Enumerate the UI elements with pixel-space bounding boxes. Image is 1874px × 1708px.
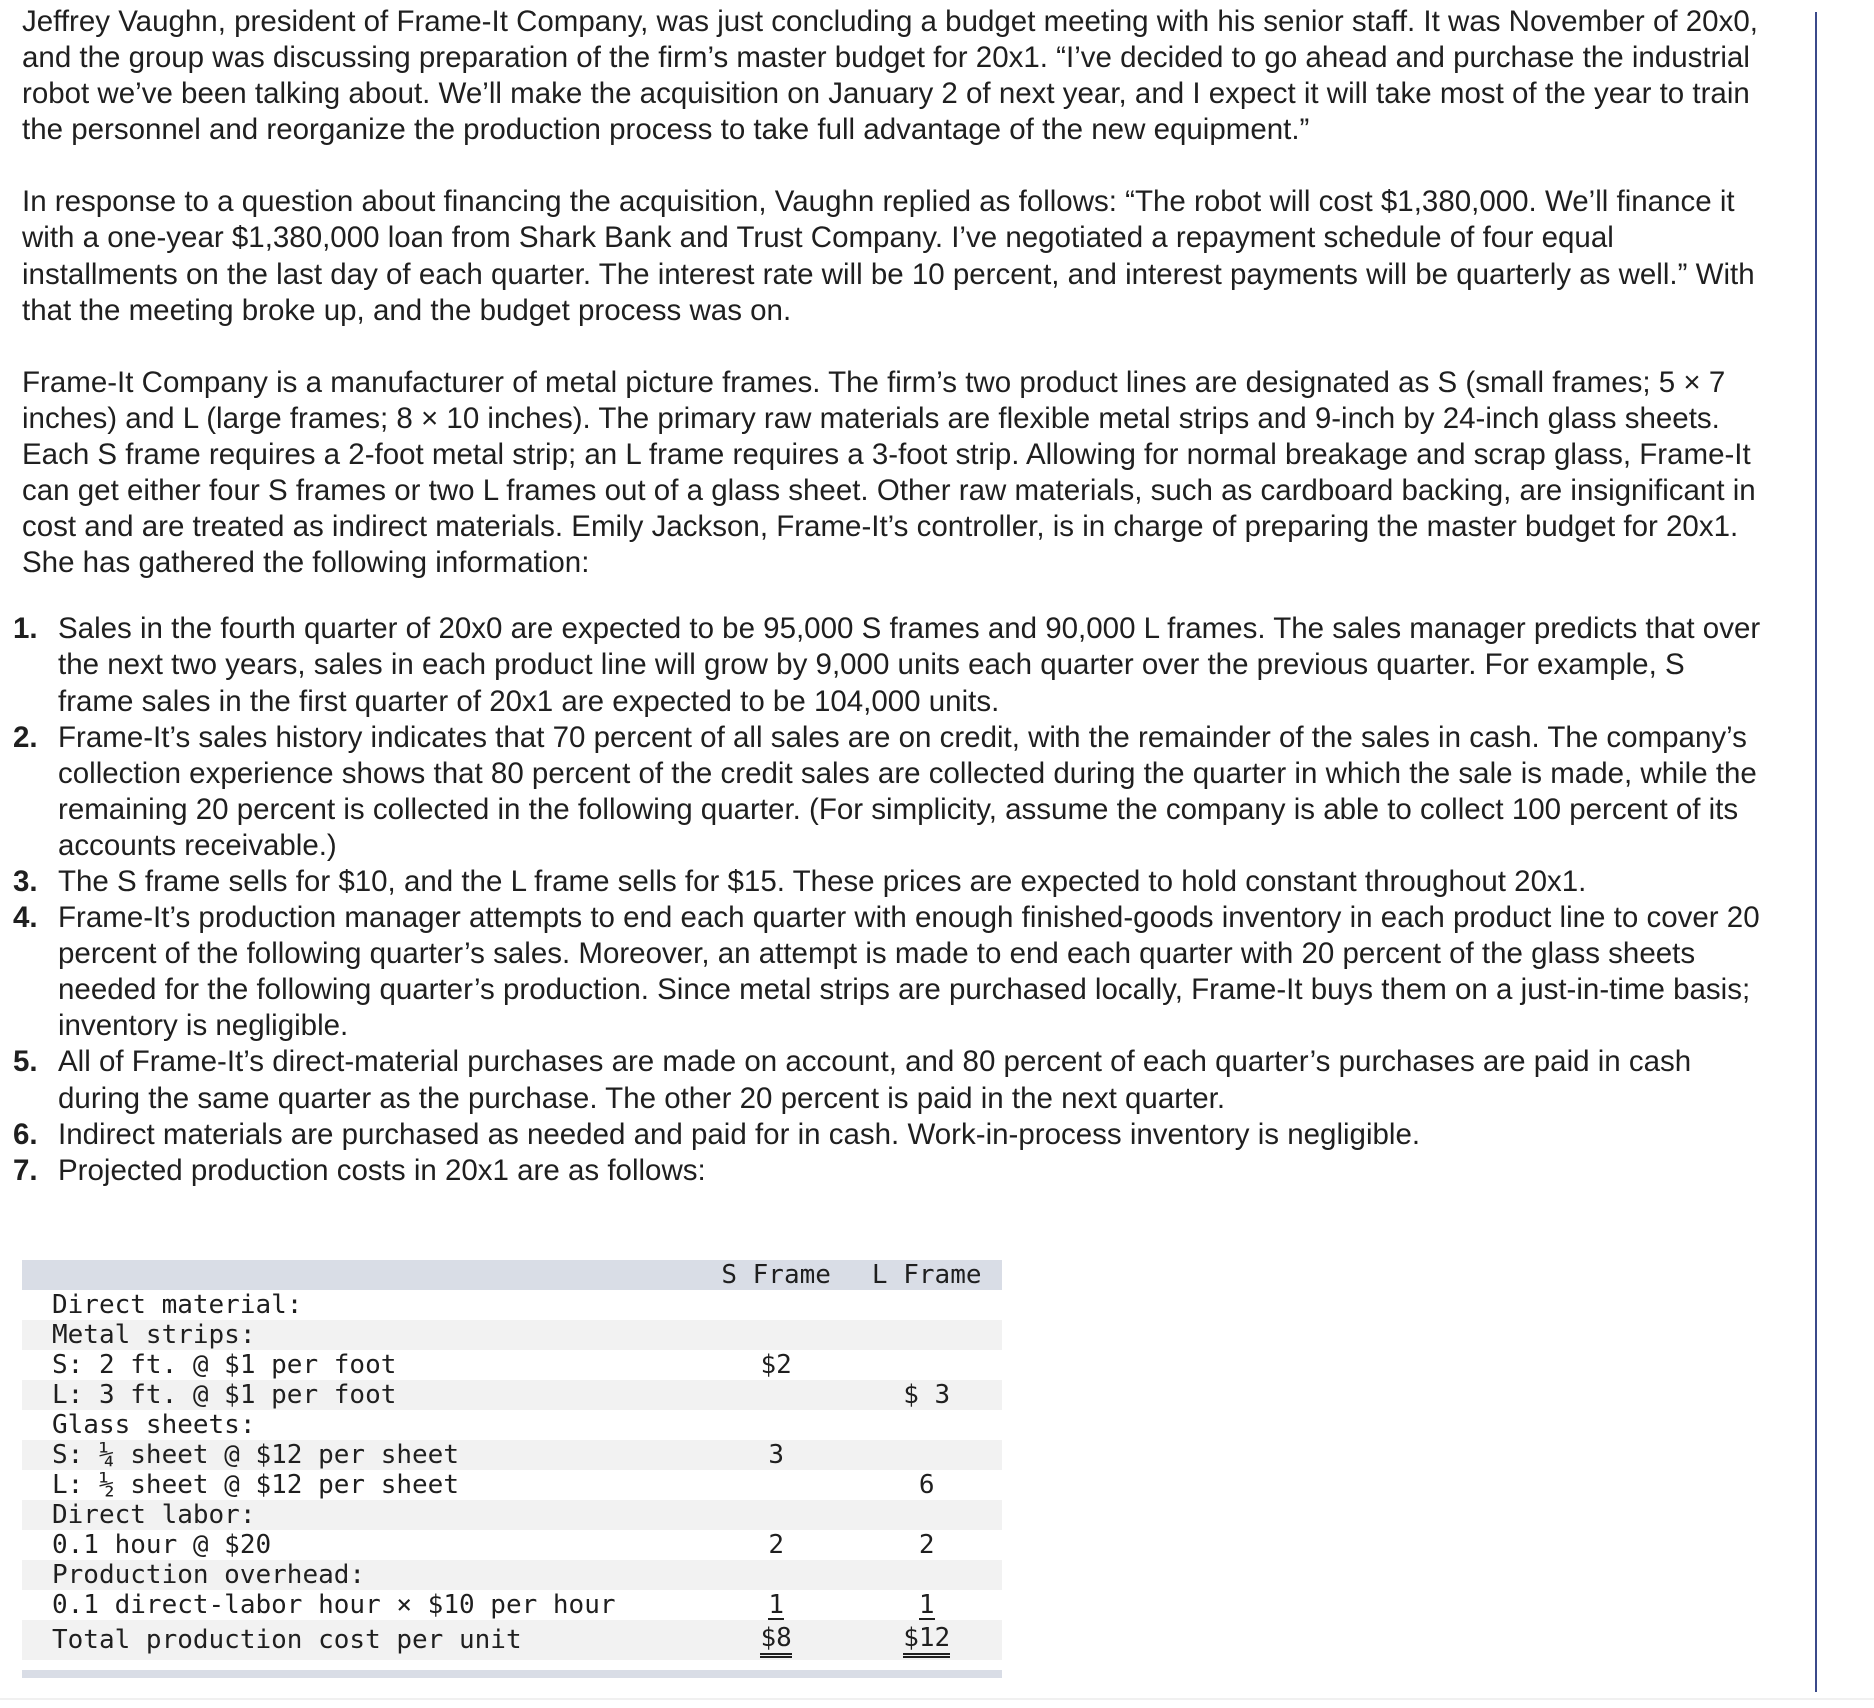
s-value: $2 [760, 1350, 792, 1380]
l-value [851, 1410, 1002, 1440]
list-number: 6. [13, 1117, 38, 1151]
table-row [22, 1380, 1002, 1410]
row-label: Direct labor: [22, 1500, 701, 1530]
l-value [851, 1440, 1002, 1470]
production-cost-table [22, 1260, 1002, 1678]
table-bottom-bar [22, 1670, 1002, 1678]
row-label: S: 2 ft. @ $1 per foot [52, 1350, 397, 1380]
s-value [701, 1470, 852, 1500]
list-item [13, 864, 1762, 900]
list-number: 3. [13, 864, 38, 898]
l-value: 2 [918, 1530, 935, 1560]
list-text: Projected production costs in 20x1 are as follows: [58, 1153, 706, 1187]
list-text: All of Frame-It’s direct-material purchases are made on account, and 80 percent of each quarter’s purchases are paid in cash during the same quarter as the purchase. The other 20 percent is paid in the next quarter. [58, 1045, 1692, 1115]
list-number: 7. [13, 1153, 38, 1187]
document-body [13, 4, 1762, 1189]
list-text: Frame-It’s production manager attempts to end each quarter with enough finished-goods inventory in each product line to cover 20 percent of the following quarter’s sales. Moreover, an attempt is made to end each quarter with 20 percent of the glass sheets needed for the following quarter’s production. Since metal strips are purchased locally, Frame-It buys them on a just-in-time basis; inventory is negligible. [58, 901, 1760, 1043]
paragraph-company: Frame-It Company is a manufacturer of metal picture frames. The firm’s two product lines are designated as S (small frames; 5 × 7 inches) and L (large frames; 8 × 10 inches). The primary raw materials are flexible metal strips and 9-inch by 24-inch glass sheets. Each S frame requires a 2-foot metal strip; an L frame requires a 3-foot strip. Allowing for normal breakage and scrap glass, Frame-It can get either four S frames or two L frames out of a glass sheet. Other raw materials, such as cardboard backing, are insignificant in cost and are treated as indirect materials. Emily Jackson, Frame-It’s controller, is in charge of preparing the master budget for 20x1. She has gathered the following information: [22, 365, 1756, 580]
information-list [13, 611, 1762, 1189]
header-l-frame: L Frame [851, 1260, 1002, 1290]
l-value [851, 1500, 1002, 1530]
row-label: 0.1 direct-labor hour × $10 per hour [52, 1590, 616, 1620]
right-margin-rule [1815, 12, 1817, 1692]
table-row [22, 1350, 1002, 1380]
s-value [701, 1380, 852, 1410]
table-row [22, 1440, 1002, 1470]
list-number: 4. [13, 901, 38, 935]
list-text: Frame-It’s sales history indicates that 70 percent of all sales are on credit, with the remainder of the sales in cash. The company’s collection experience shows that 80 percent of the credit sales are collected during the quarter in which the sale is made, while the remaining 20 percent is collected in the following quarter. (For simplicity, assume the company is able to collect 100 percent of its accounts receivable.) [58, 720, 1757, 862]
s-value: 2 [768, 1530, 784, 1560]
paragraph-intro: Jeffrey Vaughn, president of Frame-It Company, was just concluding a budget meeting with his senior staff. It was November of 20x0, and the group was discussing preparation of the firm’s master budget for 20x1. “I’ve decided to go ahead and purchase the industrial robot we’ve been talking about. We’ll make the acquisition on January 2 of next year, and I expect it will take most of the year to train the personnel and reorganize the production process to take full advantage of the new equipment.” [22, 5, 1758, 147]
l-total: $12 [903, 1623, 950, 1658]
row-label: Direct material: [52, 1290, 303, 1320]
table-header-row [22, 1260, 1002, 1290]
l-value: 1 [918, 1590, 935, 1620]
l-value: 6 [918, 1470, 935, 1500]
table-row [22, 1590, 1002, 1620]
list-number: 2. [13, 720, 38, 754]
row-label: L: 3 ft. @ $1 per foot [22, 1380, 701, 1410]
row-label: Glass sheets: [52, 1410, 256, 1440]
table-row [22, 1290, 1002, 1320]
s-value [701, 1320, 852, 1350]
s-value [701, 1290, 852, 1320]
list-item [13, 720, 1762, 864]
list-text: Indirect materials are purchased as needed and paid for in cash. Work-in-process inventory is negligible. [58, 1117, 1421, 1151]
l-value [851, 1350, 1002, 1380]
l-value [851, 1560, 1002, 1590]
header-s-frame: S Frame [701, 1260, 852, 1290]
row-label: Production overhead: [22, 1560, 701, 1590]
table-row [22, 1530, 1002, 1560]
list-text: The S frame sells for $10, and the L frame sells for $15. These prices are expected to hold constant throughout 20x1. [58, 864, 1587, 898]
row-label: S: ¼ sheet @ $12 per sheet [22, 1440, 701, 1470]
table-row [22, 1320, 1002, 1350]
list-text: Sales in the fourth quarter of 20x0 are expected to be 95,000 S frames and 90,000 L frames. The sales manager predicts that over the next two years, sales in each product line will grow by 9,000 units each quarter over the previous quarter. For example, S frame sales in the first quarter of 20x1 are expected to be 104,000 units. [58, 612, 1761, 718]
list-number: 5. [13, 1045, 38, 1079]
s-value: 1 [768, 1590, 784, 1620]
row-label: L: ½ sheet @ $12 per sheet [52, 1470, 459, 1500]
list-item [13, 1044, 1762, 1116]
table-row [22, 1410, 1002, 1440]
header-label [22, 1260, 701, 1290]
table-row [22, 1500, 1002, 1530]
l-value: $ 3 [851, 1380, 1002, 1410]
s-value [701, 1500, 852, 1530]
row-label: Metal strips: [22, 1320, 701, 1350]
table-total-row [22, 1620, 1002, 1660]
row-label: 0.1 hour @ $20 [52, 1530, 272, 1560]
list-number: 1. [13, 612, 38, 646]
table-row [22, 1470, 1002, 1500]
list-item [13, 900, 1762, 1044]
l-value [851, 1320, 1002, 1350]
list-item [13, 1153, 1762, 1189]
list-item [13, 1117, 1762, 1153]
s-value [701, 1410, 852, 1440]
s-total: $8 [760, 1623, 791, 1658]
table-row [22, 1560, 1002, 1590]
s-value: 3 [701, 1440, 852, 1470]
list-item [13, 611, 1762, 719]
row-label: Total production cost per unit [22, 1620, 701, 1660]
paragraph-financing: In response to a question about financing the acquisition, Vaughn replied as follows: “The robot will cost $1,380,000. We’ll finance it with a one-year $1,380,000 loan from Shark Bank and Trust Company. I’ve negotiated a repayment schedule of four equal installments on the last day of each quarter. The interest rate will be 10 percent, and interest payments will be quarterly as well.” With that the meeting broke up, and the budget process was on. [22, 185, 1755, 327]
bottom-divider [0, 1698, 1874, 1700]
l-value [851, 1290, 1002, 1320]
s-value [701, 1560, 852, 1590]
